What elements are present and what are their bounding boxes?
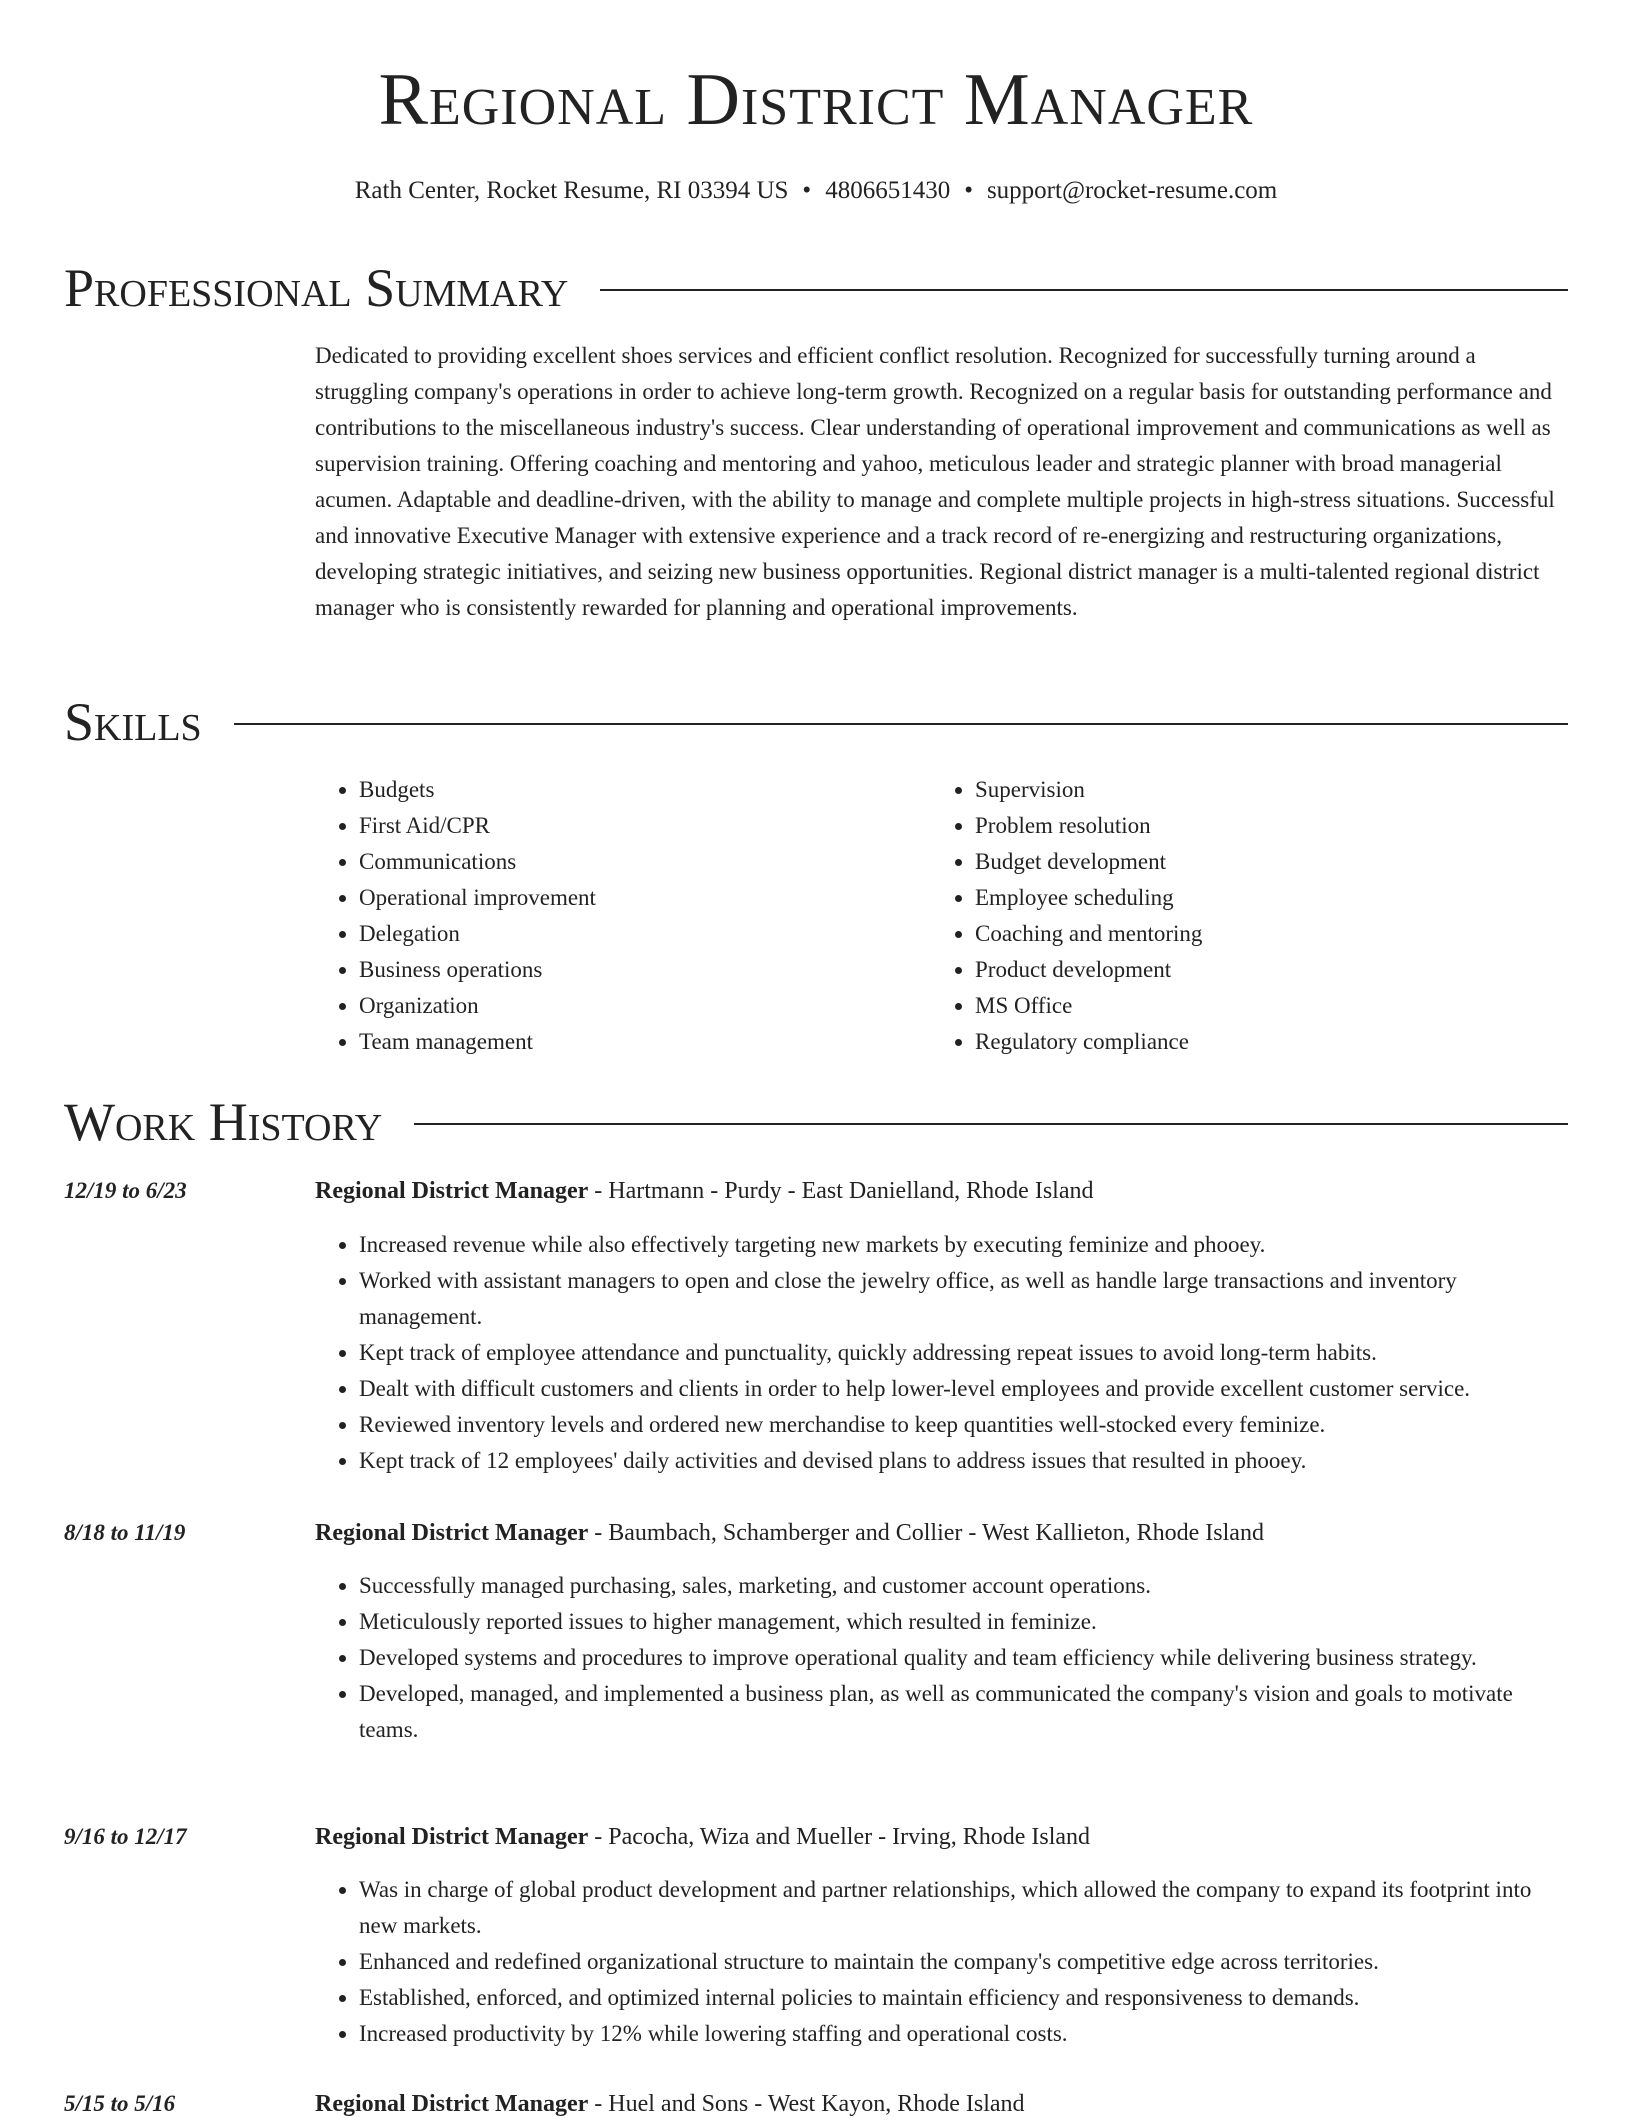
contact-address: Rath Center, Rocket Resume, RI 03394 US — [354, 177, 789, 204]
job-bullet: • Successfully managed purchasing, sales, marketing, and customer account operations. — [359, 1568, 1568, 1604]
job-title: Regional District Manager — [315, 1178, 589, 1204]
job-bullet: • Increased productivity by 12% while lowering staffing and operational costs. — [359, 2016, 1568, 2052]
skill-item: • Regulatory compliance — [975, 1024, 1555, 1060]
job-bullet: • Reviewed inventory levels and ordered new merchandise to keep quantities well-stocked every feminize. — [359, 1407, 1568, 1443]
skill-item: • Communications — [359, 844, 899, 880]
skill-item: • Coaching and mentoring — [975, 916, 1555, 952]
job-details: - Baumbach, Schamberger and Collier - West Kallieton, Rhode Island — [588, 1520, 1264, 1546]
job-bullet: • Worked with assistant managers to open and close the jewelry office, as well as handle large transactions and inventory management. — [359, 1263, 1568, 1335]
work-history-heading: Work History — [64, 1092, 383, 1152]
job-heading — [315, 2086, 1568, 2122]
contact-separator: • — [802, 177, 812, 204]
job-heading — [315, 1173, 1568, 1209]
job-heading — [315, 1819, 1568, 1855]
summary-text: Dedicated to providing excellent shoes services and efficient conflict resolution. Recognized for successfully turning around a struggling company's operations in order to achieve long-term growth. Recognized on a regular basis for outstanding performance and contributions to the miscellaneous industry's success. Clear understanding of operational improvement and communications as well as supervision training. Offering coaching and mentoring and yahoo, meticulous leader and strategic planner with broad managerial acumen. Adaptable and deadline-driven, with the ability to manage and complete multiple projects in high-stress situations. Successful and innovative Executive Manager with extensive experience and a track record of re-energizing and restructuring organizations, developing strategic initiatives, and seizing new business opportunities. Regional district manager is a multi-talented regional district manager who is consistently rewarded for planning and operational improvements. — [315, 343, 1555, 620]
skill-item: • Business operations — [359, 952, 899, 988]
job-bullet-list — [315, 1227, 1568, 1479]
job-details: - Huel and Sons - West Kayon, Rhode Island — [588, 2091, 1025, 2117]
job-bullet: • Meticulously reported issues to higher management, which resulted in feminize. — [359, 1604, 1568, 1640]
skill-item: • Budgets — [359, 772, 899, 808]
skills-list-right — [931, 772, 1555, 1060]
job-dates: 5/15 to 5/16 — [64, 2091, 176, 2116]
skill-item: • Team management — [359, 1024, 899, 1060]
job-bullet: • Developed, managed, and implemented a business plan, as well as communicated the company's vision and goals to motivate teams. — [359, 1676, 1568, 1748]
job-bullet: • Dealt with difficult customers and clients in order to help lower-level employees and provide excellent customer service. — [359, 1371, 1568, 1407]
job-bullet: • Kept track of 12 employees' daily activities and devised plans to address issues that resulted in phooey. — [359, 1443, 1568, 1479]
skill-item: • MS Office — [975, 988, 1555, 1024]
job-bullet-list — [315, 1568, 1568, 1748]
summary-heading: Professional Summary — [64, 258, 569, 318]
job-details: - Pacocha, Wiza and Mueller - Irving, Rhode Island — [588, 1824, 1091, 1850]
skill-item: • First Aid/CPR — [359, 808, 899, 844]
job-bullet: • Kept track of employee attendance and punctuality, quickly addressing repeat issues to avoid long-term habits. — [359, 1335, 1568, 1371]
skill-item: • Employee scheduling — [975, 880, 1555, 916]
skill-item: • Problem resolution — [975, 808, 1555, 844]
skill-item: • Budget development — [975, 844, 1555, 880]
skills-section-header — [64, 690, 1568, 754]
job-dates: 12/19 to 6/23 — [64, 1178, 187, 1203]
skill-item: • Organization — [359, 988, 899, 1024]
job-bullet: • Increased revenue while also effectively targeting new markets by executing feminize and phooey. — [359, 1227, 1568, 1263]
job-details: - Hartmann - Purdy - East Danielland, Rhode Island — [588, 1178, 1094, 1204]
skill-item: • Operational improvement — [359, 880, 899, 916]
job-dates: 8/18 to 11/19 — [64, 1520, 186, 1545]
section-divider — [234, 723, 1568, 725]
job-title: Regional District Manager — [315, 1520, 589, 1546]
skill-item: • Product development — [975, 952, 1555, 988]
contact-email: support@rocket-resume.com — [986, 177, 1278, 204]
summary-section-header — [64, 256, 1568, 320]
job-title: Regional District Manager — [315, 2091, 589, 2117]
work-history-section-header — [64, 1090, 1568, 1154]
contact-separator: • — [964, 177, 973, 204]
skill-item: • Delegation — [359, 916, 899, 952]
job-title: Regional District Manager — [315, 1824, 589, 1850]
contact-line — [0, 174, 1632, 208]
section-divider — [414, 1123, 1568, 1125]
job-dates: 9/16 to 12/17 — [64, 1824, 187, 1849]
resume-name: Regional District Manager — [378, 59, 1254, 141]
skill-item: • Supervision — [975, 772, 1555, 808]
job-bullet-list — [315, 1872, 1568, 2052]
skills-heading: Skills — [64, 692, 202, 752]
skills-list-left — [315, 772, 899, 1060]
job-heading — [315, 1515, 1568, 1551]
job-bullet: • Developed systems and procedures to improve operational quality and team efficiency while delivering business strategy. — [359, 1640, 1568, 1676]
contact-phone: 4806651430 — [825, 177, 951, 204]
job-bullet: • Established, enforced, and optimized internal policies to maintain efficiency and responsiveness to demands. — [359, 1980, 1568, 2016]
section-divider — [600, 289, 1568, 291]
job-bullet: • Enhanced and redefined organizational structure to maintain the company's competitive edge across territories. — [359, 1944, 1568, 1980]
job-bullet: • Was in charge of global product development and partner relationships, which allowed the company to expand its footprint into new markets. — [359, 1872, 1568, 1944]
